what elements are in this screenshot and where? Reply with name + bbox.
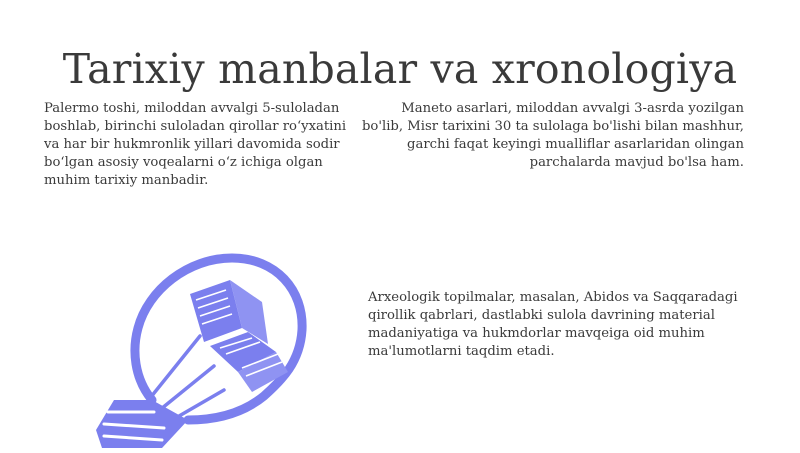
lightbulb-books-icon	[92, 250, 322, 449]
slide-title: Tarixiy manbalar va xronologiya	[62, 45, 738, 94]
paragraph-archaeology: Arxeologik topilmalar, masalan, Abidos va Saqqaradagi qirollik qabrlari, dastlabki sulola davrining material madaniyatiga va hukmdorlar mavqeiga oid muhim ma'lumotlarni taqdim etadi.	[368, 290, 738, 359]
paragraph-manetho: Maneto asarlari, miloddan avvalgi 3-asrda yozilgan bo'lib, Misr tarixini 30 ta sulolaga bo'lishi bilan mashhur, garchi faqat keyingi mualliflar asarlaridan olingan parchalarda mavjud bo'lsa ham.	[361, 101, 744, 170]
paragraph-palermo-stone: Palermo toshi, miloddan avvalgi 5-suloladan boshlab, birinchi suloladan qirollar ro‘yxatini va har bir hukmronlik yillari davomida sodir bo‘lgan asosiy voqealarni o‘z ichiga olgan muhim tarixiy manbadir.	[44, 101, 347, 188]
